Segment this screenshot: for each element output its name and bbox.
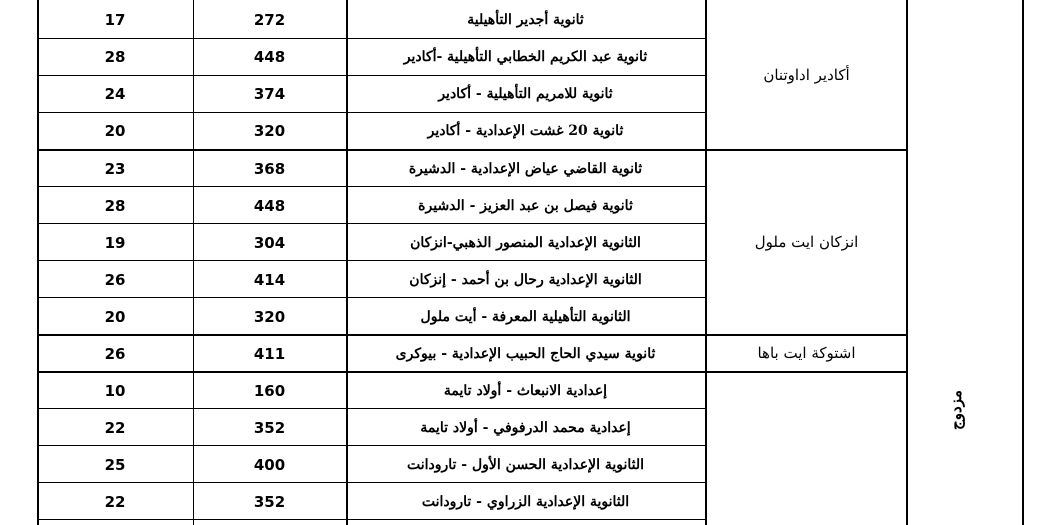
count-cell: 23 bbox=[104, 159, 126, 178]
total-cell: 352 bbox=[253, 418, 286, 437]
total-cell: 320 bbox=[253, 121, 286, 140]
count-cell: 10 bbox=[104, 381, 126, 400]
total-cell: 304 bbox=[253, 233, 286, 252]
total-cell: 448 bbox=[253, 196, 286, 215]
count-cell: 20 bbox=[104, 307, 126, 326]
count-cell: 19 bbox=[104, 233, 126, 252]
count-cell: 26 bbox=[104, 344, 126, 363]
total-cell: 320 bbox=[253, 307, 286, 326]
total-cell: 160 bbox=[253, 381, 286, 400]
district-cell: أكادير اداوتنان bbox=[763, 65, 850, 84]
region-label: مزدوج bbox=[946, 390, 965, 430]
school-cell: إعدادية الانبعاث - أولاد تايمة bbox=[443, 382, 608, 399]
count-cell: 20 bbox=[104, 121, 126, 140]
school-cell: ثانوية عبد الكريم الخطابي التأهيلية -أكادير bbox=[403, 48, 648, 65]
total-cell: 374 bbox=[253, 84, 286, 103]
count-cell: 25 bbox=[104, 455, 126, 474]
total-cell: 411 bbox=[253, 344, 286, 363]
column-rule bbox=[1022, 0, 1024, 525]
school-cell: ثانوية سيدي الحاج الحبيب الإعدادية - بيوكرى bbox=[395, 345, 656, 362]
school-cell: الثانوية الإعدادية المنصور الذهبي-انزكان bbox=[410, 234, 641, 251]
count-cell: 22 bbox=[104, 492, 126, 511]
total-cell: 448 bbox=[253, 47, 286, 66]
total-cell: 368 bbox=[253, 159, 286, 178]
school-cell: ثانوية القاضي عياض الإعدادية - الدشيرة bbox=[408, 160, 643, 177]
region-cell bbox=[906, 370, 1006, 450]
school-cell: ثانوية أجدير التأهيلية bbox=[467, 11, 584, 28]
count-cell: 24 bbox=[104, 84, 126, 103]
school-cell: الثانوية الإعدادية الحسن الأول - تارودانت bbox=[406, 456, 645, 473]
district-cell: اشتوكة ايت باها bbox=[757, 344, 856, 362]
school-cell: الثانوية الإعدادية الزراوي - تارودانت bbox=[421, 493, 630, 510]
count-cell: 28 bbox=[104, 196, 126, 215]
count-cell: 26 bbox=[104, 270, 126, 289]
district-cell bbox=[707, 372, 906, 522]
school-cell: ثانوية فيصل بن عبد العزيز - الدشيرة bbox=[418, 197, 633, 214]
total-cell: 272 bbox=[253, 10, 286, 29]
school-cell: الثانوية التأهيلية المعرفة - أيت ملول bbox=[420, 308, 631, 325]
district-cell: انزكان ايت ملول bbox=[754, 233, 859, 251]
school-cell: ثانوية 20 غشت الإعدادية - أكادير bbox=[427, 122, 624, 139]
count-cell: 17 bbox=[104, 10, 126, 29]
total-cell: 400 bbox=[253, 455, 286, 474]
total-cell: 352 bbox=[253, 492, 286, 511]
school-cell: الثانوية الإعدادية رحال بن أحمد - إنزكان bbox=[409, 271, 642, 288]
count-cell: 28 bbox=[104, 47, 126, 66]
count-cell: 22 bbox=[104, 418, 126, 437]
total-cell: 414 bbox=[253, 270, 286, 289]
school-cell: ثانوية للامريم التأهيلية - أكادير bbox=[438, 85, 613, 102]
school-cell: إعدادية محمد الدرفوفي - أولاد تايمة bbox=[420, 419, 631, 436]
